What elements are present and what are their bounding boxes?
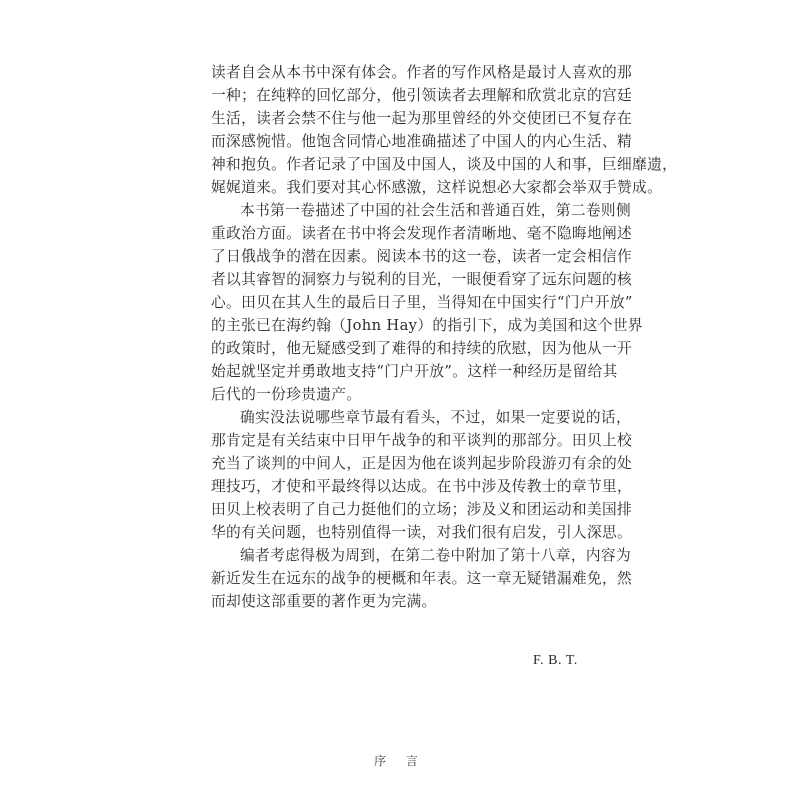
text-line: 一种；在纯粹的回忆部分，他引领读者去理解和欣赏北京的宫廷 — [211, 87, 633, 104]
text-line: 始起就坚定并勇敢地支持“门户开放”。这样一种经历是留给其 — [211, 363, 618, 380]
text-line: 编者考虑得极为周到，在第二卷中附加了第十八章，内容为 — [240, 547, 631, 564]
paragraph-3 — [211, 406, 633, 544]
preface-body — [211, 61, 678, 613]
text-line: 新近发生在远东的战争的梗概和年表。这一章无疑错漏难免，然 — [211, 570, 633, 587]
text-line: 读者自会从本书中深有体会。作者的写作风格是最讨人喜欢的那 — [211, 64, 633, 81]
author-signature: F. B. T. — [533, 653, 578, 668]
paragraph-2 — [211, 199, 643, 406]
text-line: 而却使这部重要的著作更为完满。 — [211, 593, 437, 610]
text-line: 确实没法说哪些章节最有看头，不过，如果一定要说的话， — [240, 409, 631, 426]
text-line: 的主张已在海约翰（John Hay）的指引下，成为美国和这个世界 — [211, 317, 643, 334]
paragraph-4 — [211, 544, 633, 613]
text-line: 神和抱负。作者记录了中国及中国人，谈及中国的人和事，巨细靡遗， — [211, 156, 678, 173]
text-line: 重政治方面。读者在书中将会发现作者清晰地、毫不隐晦地阐述 — [211, 225, 633, 242]
text-line: 的政策时，他无疑感受到了难得的和持续的欣慰，因为他从一开 — [211, 340, 633, 357]
text-line: 娓娓道来。我们要对其心怀感激，这样说想必大家都会举双手赞成。 — [211, 179, 663, 196]
text-line: 田贝上校表明了自己力挺他们的立场；涉及义和团运动和美国排 — [211, 501, 633, 518]
text-line: 而深感惋惜。他饱含同情心地准确描述了中国人的内心生活、精 — [211, 133, 633, 150]
text-line: 心。田贝在其人生的最后日子里，当得知在中国实行“门户开放” — [211, 294, 633, 311]
text-line: 生活，读者会禁不住与他一起为那里曾经的外交使团已不复存在 — [211, 110, 633, 127]
text-line: 者以其睿智的洞察力与锐利的目光，一眼便看穿了远东问题的核 — [211, 271, 633, 288]
text-line: 本书第一卷描述了中国的社会生活和普通百姓，第二卷则侧 — [240, 202, 631, 219]
text-line: 充当了谈判的中间人，正是因为他在谈判起步阶段游刃有余的处 — [211, 455, 633, 472]
paragraph-1 — [211, 61, 678, 199]
text-line: 华的有关问题，也特别值得一读，对我们很有启发，引人深思。 — [211, 524, 633, 541]
text-line: 了日俄战争的潜在因素。阅读本书的这一卷，读者一定会相信作 — [211, 248, 633, 265]
page-footer-title: 序 言 — [374, 754, 426, 768]
text-line: 那肯定是有关结束中日甲午战争的和平谈判的那部分。田贝上校 — [211, 432, 633, 449]
text-line: 理技巧，才使和平最终得以达成。在书中涉及传教士的章节里， — [211, 478, 633, 495]
text-line: 后代的一份珍贵遗产。 — [211, 386, 362, 403]
